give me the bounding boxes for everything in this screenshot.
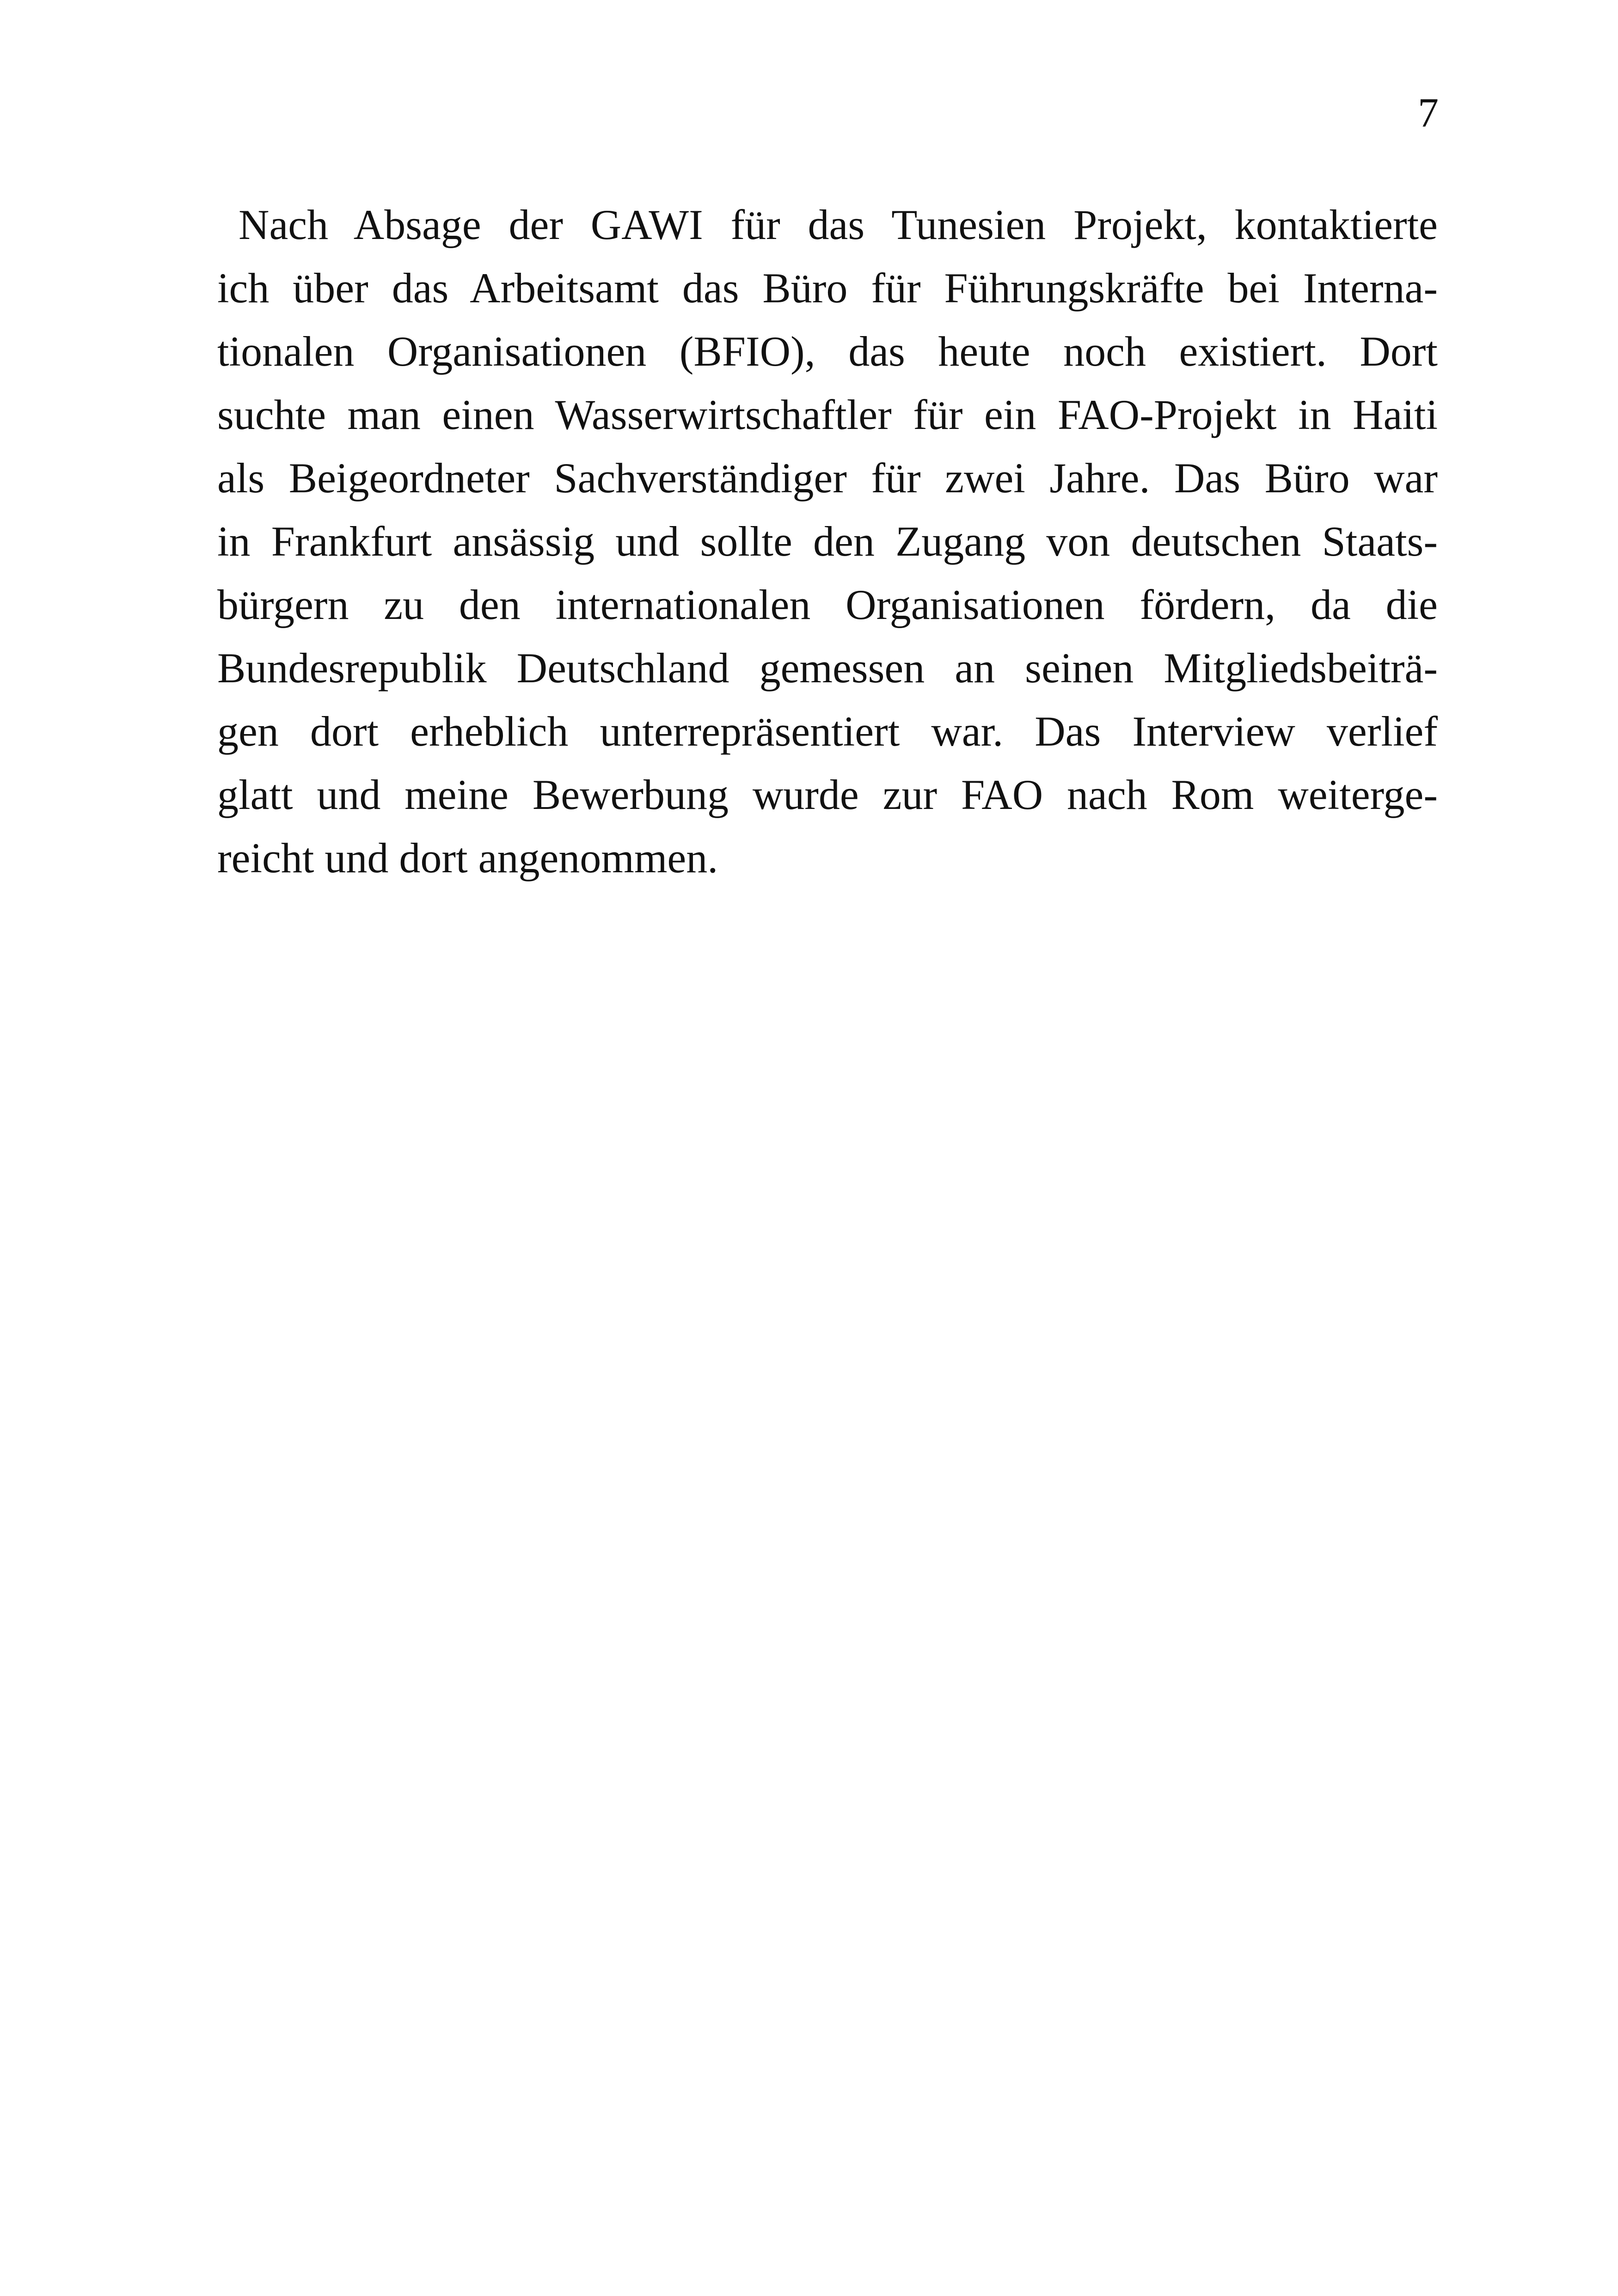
paragraph-line: bürgern zu den internationalen Organisationen fördern, da die bbox=[217, 581, 1438, 628]
paragraph-line: gen dort erheblich unterrepräsentiert war. Das Interview verlief bbox=[217, 708, 1438, 755]
paragraph-line: Nach Absage der GAWI für das Tunesien Projekt, kontaktierte bbox=[239, 201, 1438, 248]
paragraph-line: glatt und meine Bewerbung wurde zur FAO nach Rom weiterge- bbox=[217, 771, 1438, 818]
paragraph-line: reicht und dort angenommen. bbox=[217, 834, 718, 882]
paragraph-line: als Beigeordneter Sachverständiger für zwei Jahre. Das Büro war bbox=[217, 454, 1438, 502]
page-number: 7 bbox=[1418, 90, 1439, 136]
paragraph-line: suchte man einen Wasserwirtschaftler für ein FAO-Projekt in Haiti bbox=[217, 391, 1438, 438]
paragraph-line: tionalen Organisationen (BFIO), das heute noch existiert. Dort bbox=[217, 328, 1438, 375]
body-paragraph bbox=[217, 193, 1438, 890]
paragraph-line: Bundesrepublik Deutschland gemessen an seinen Mitgliedsbeiträ- bbox=[217, 644, 1438, 692]
paragraph-line: ich über das Arbeitsamt das Büro für Führungskräfte bei Interna- bbox=[217, 264, 1438, 312]
paragraph-line: in Frankfurt ansässig und sollte den Zugang von deutschen Staats- bbox=[217, 518, 1438, 565]
